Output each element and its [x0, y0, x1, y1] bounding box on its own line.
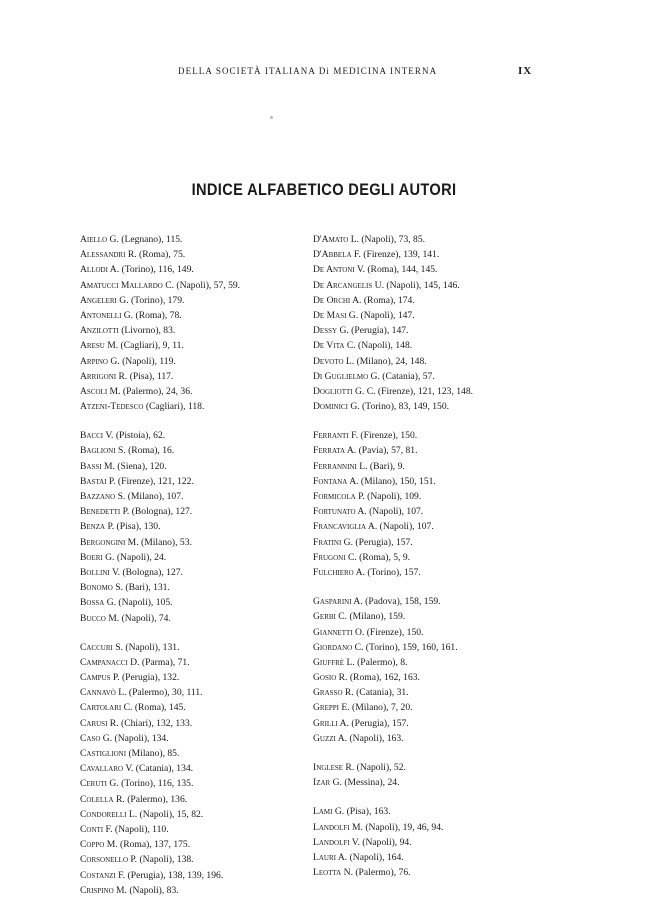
index-entry [80, 595, 320, 610]
author-name: Bonomo S. [80, 582, 123, 594]
index-entry [313, 731, 553, 746]
author-name: Angeleri G. [80, 294, 129, 306]
author-name: De Masi G. [313, 309, 359, 321]
author-location-pages: (Napoli), 131. [122, 641, 180, 653]
index-entry [80, 399, 320, 414]
author-name: Costanzi F. [80, 869, 126, 881]
author-name: Ascoli M. [80, 385, 121, 397]
index-entry [80, 384, 320, 399]
author-location-pages: (Napoli), 15, 82. [137, 808, 204, 820]
index-entry [80, 550, 320, 565]
index-letter-group [80, 640, 320, 898]
index-entry [313, 519, 553, 534]
index-entry [80, 792, 320, 807]
author-location-pages: (Torino), 116, 135. [118, 778, 194, 790]
author-location-pages: (Napoli), 83. [126, 884, 179, 896]
author-name: Ferrata A. [313, 445, 357, 457]
index-entry [80, 761, 320, 776]
author-name: Lauri A. [313, 851, 348, 863]
author-name: Atzeni-Tedesco [80, 401, 144, 413]
author-location-pages: (Bologna), 127. [129, 506, 193, 518]
author-location-pages: (Napoli), 19, 46, 94. [362, 821, 444, 833]
index-letter-group [313, 804, 553, 880]
author-location-pages: (Perugia), 138, 139, 196. [125, 869, 224, 881]
author-name: Campus P. [80, 672, 120, 684]
index-letter-group [80, 232, 320, 414]
author-name: Campanacci D. [80, 656, 140, 668]
index-entry [80, 807, 320, 822]
author-name: Bacci V. [80, 430, 114, 442]
index-entry [80, 369, 320, 384]
index-entry [313, 550, 553, 565]
index-entry [313, 625, 553, 640]
author-name: Bazzano S. [80, 491, 126, 502]
index-entry [80, 308, 320, 323]
author-name: De Vita C. [313, 340, 356, 352]
index-letter-group [313, 760, 553, 790]
author-location-pages: (Napoli), 73, 85. [358, 234, 426, 245]
author-location-pages: (Parma), 71. [139, 656, 190, 668]
author-location-pages: (Torino), 159, 160, 161. [363, 641, 458, 653]
index-entry [80, 837, 320, 852]
author-name: Carusi R. [80, 717, 119, 729]
index-entry [313, 685, 553, 700]
index-entry [80, 868, 320, 883]
author-name: Arrigoni R. [80, 370, 128, 382]
author-name: Arpino G. [80, 355, 120, 367]
author-location-pages: (Palermo), 24, 36. [120, 385, 193, 397]
author-name: Allodi A. [80, 264, 120, 276]
author-location-pages: (Napoli), 52. [354, 762, 406, 773]
index-column-right [313, 232, 553, 894]
index-column-left [80, 232, 320, 912]
author-location-pages: (Napoli), 134. [112, 732, 169, 744]
author-location-pages: (Torino), 83, 149, 150. [359, 401, 450, 413]
author-name: De Orchi A. [313, 294, 362, 306]
index-entry [313, 384, 553, 399]
author-location-pages: (Firenze), 121, 123, 148. [375, 385, 474, 397]
index-entry [313, 443, 553, 458]
author-name: Grilli A. [313, 717, 350, 729]
author-name: Cannavò L. [80, 687, 127, 699]
author-name: Fortunato A. [313, 506, 367, 518]
author-name: Giuffrè L. [313, 656, 355, 668]
index-entry [313, 489, 553, 504]
index-entry [80, 428, 320, 443]
author-name: D'Amato L. [313, 234, 359, 245]
index-entry [313, 850, 553, 865]
author-name: Gasparini A. [313, 596, 363, 608]
index-entry [313, 640, 553, 655]
index-entry [313, 700, 553, 715]
author-location-pages: (Torino), 157. [364, 566, 421, 578]
index-entry [80, 746, 320, 761]
index-entry [80, 580, 320, 595]
author-location-pages: (Napoli), 24. [114, 551, 167, 563]
author-location-pages: (Roma), 137, 175. [117, 839, 191, 851]
index-entry [80, 338, 320, 353]
author-name: Leotta N. [313, 867, 353, 879]
author-name: D'Abbela F. [313, 249, 361, 261]
author-location-pages: (Milano), 53. [138, 536, 192, 548]
author-name: Amatucci Mallardo C. [80, 279, 174, 291]
author-name: Alessandri R. [80, 249, 137, 261]
author-location-pages: (Cagliari), 118. [143, 401, 205, 413]
index-entry [313, 804, 553, 819]
index-entry [313, 323, 553, 338]
author-name: Fulchiero A. [313, 566, 365, 578]
author-location-pages: (Roma), 75. [136, 249, 186, 261]
index-entry [80, 504, 320, 519]
author-location-pages: (Palermo), 76. [352, 867, 411, 879]
author-location-pages: (Perugia), 157. [349, 717, 409, 729]
index-entry [313, 535, 553, 550]
author-name: Anzilotti [80, 325, 119, 337]
author-name: Greppi E. [313, 702, 350, 714]
index-entry [80, 565, 320, 580]
author-name: Bassi M. [80, 460, 115, 472]
author-name: Frugoni C. [313, 551, 357, 563]
author-location-pages: (Napoli), 163. [347, 732, 404, 744]
index-entry [313, 354, 553, 369]
author-location-pages: (Napoli), 74. [119, 612, 171, 624]
author-location-pages: (Palermo), 8. [354, 656, 408, 668]
author-location-pages: (Siena), 120. [114, 460, 167, 472]
index-letter-group [313, 232, 553, 414]
author-location-pages: (Roma), 144, 145. [364, 264, 438, 276]
author-name: Fontana A. [313, 475, 359, 487]
author-location-pages: (Napoli), 147. [358, 309, 415, 321]
index-letter-group [80, 428, 320, 625]
index-entry [80, 323, 320, 338]
index-entry [313, 399, 553, 414]
author-name: Lami G. [313, 806, 345, 818]
author-location-pages: (Palermo), 136. [124, 793, 188, 805]
index-entry [80, 247, 320, 262]
index-entry [80, 535, 320, 550]
author-name: Giannetti O. [313, 626, 365, 638]
author-name: Coppo M. [80, 839, 118, 851]
author-location-pages: (Firenze), 139, 141. [360, 249, 440, 261]
index-entry [313, 820, 553, 835]
author-location-pages: (Legnano), 115. [118, 234, 183, 245]
index-entry [313, 308, 553, 323]
index-entry [80, 700, 320, 715]
author-name: Francaviglia A. [313, 521, 378, 533]
index-entry [313, 609, 553, 624]
author-name: Benza P. [80, 521, 115, 533]
author-name: Corsonello P. [80, 854, 138, 866]
index-letter-group [313, 594, 553, 746]
author-location-pages: (Firenze), 150. [358, 430, 418, 442]
author-location-pages: (Padova), 158, 159. [362, 596, 441, 608]
index-entry [313, 293, 553, 308]
index-entry [313, 369, 553, 384]
index-entry [80, 519, 320, 534]
author-location-pages: (Napoli), 107. [377, 521, 434, 533]
author-name: Cavallaro V. [80, 763, 134, 775]
author-location-pages: (Perugia), 157. [353, 536, 413, 548]
author-location-pages: (Napoli), 94. [359, 836, 412, 848]
author-name: Benedetti P. [80, 506, 130, 518]
author-location-pages: (Napoli), 110. [112, 823, 169, 835]
author-location-pages: (Messina), 24. [341, 777, 400, 789]
page-number: IX [518, 65, 533, 77]
index-entry [80, 459, 320, 474]
author-location-pages: (Firenze), 150. [364, 626, 424, 638]
author-location-pages: (Milano), 7, 20. [349, 702, 413, 714]
index-entry [80, 640, 320, 655]
author-location-pages: (Roma), 5, 9. [356, 551, 411, 563]
index-entry [313, 232, 553, 247]
index-entry [313, 338, 553, 353]
index-entry [313, 278, 553, 293]
author-name: Ferrannini L. [313, 460, 368, 472]
index-entry [313, 474, 553, 489]
author-name: Caccuri S. [80, 641, 123, 653]
index-entry [313, 565, 553, 580]
author-location-pages: (Napoli), 164. [347, 851, 404, 863]
author-name: Castiglioni [80, 748, 127, 759]
author-name: Ferranti F. [313, 430, 359, 442]
index-entry [80, 776, 320, 791]
author-name: Landolfi V. [313, 836, 360, 848]
index-entry [313, 775, 553, 790]
author-location-pages: (Milano), 107. [125, 491, 184, 502]
index-entry [80, 852, 320, 867]
author-name: Formicola P. [313, 491, 365, 502]
author-location-pages: (Napoli), 57, 59. [174, 279, 241, 291]
index-entry [80, 278, 320, 293]
author-name: Bucco M. [80, 612, 120, 624]
author-name: Giordano C. [313, 641, 364, 653]
author-location-pages: (Firenze), 121, 122. [115, 475, 194, 487]
index-entry [313, 594, 553, 609]
author-location-pages: (Napoli), 107. [366, 506, 424, 518]
running-title: DELLA SOCIETÀ ITALIANA Di MEDICINA INTERNA [178, 66, 438, 76]
index-entry [80, 822, 320, 837]
author-name: Conti F. [80, 823, 113, 835]
author-name: Gerbi C. [313, 611, 348, 623]
index-entry [80, 232, 320, 247]
author-name: Condorelli L. [80, 808, 138, 820]
author-name: Aiello G. [80, 234, 119, 245]
author-name: Di Guglielmo G. [313, 370, 380, 382]
author-location-pages: (Roma), 174. [361, 294, 415, 306]
author-location-pages: (Napoli), 138. [137, 854, 194, 866]
index-entry [80, 655, 320, 670]
author-location-pages: (Perugia), 147. [348, 325, 409, 337]
index-entry [80, 670, 320, 685]
author-location-pages: (Roma), 145. [132, 702, 186, 714]
author-name: Caso G. [80, 732, 113, 744]
author-name: Dogliotti G. C. [313, 385, 376, 397]
author-name: Colella R. [80, 793, 125, 805]
author-name: Cartolari C. [80, 702, 133, 714]
index-entry [80, 293, 320, 308]
author-location-pages: (Bari), 9. [367, 460, 405, 472]
author-location-pages: (Roma), 162, 163. [347, 672, 420, 684]
ink-speck [270, 116, 273, 119]
index-entry [80, 474, 320, 489]
author-name: Dessy G. [313, 325, 349, 337]
author-location-pages: (Livorno), 83. [118, 325, 176, 337]
author-location-pages: (Chiari), 132, 133. [118, 717, 193, 729]
author-location-pages: (Catania), 57. [379, 370, 435, 382]
index-entry [313, 670, 553, 685]
index-letter-group [313, 428, 553, 580]
index-entry [313, 716, 553, 731]
author-name: De Antoni V. [313, 264, 365, 276]
index-entry [313, 262, 553, 277]
index-entry [80, 883, 320, 898]
author-location-pages: (Napoli), 148. [355, 340, 413, 352]
author-name: Boeri G. [80, 551, 115, 563]
author-location-pages: (Torino), 179. [128, 294, 185, 306]
author-location-pages: (Cagliari), 9, 11. [118, 340, 184, 352]
index-entry [313, 428, 553, 443]
index-entry [80, 354, 320, 369]
author-name: Izar G. [313, 777, 342, 789]
running-head [0, 66, 648, 82]
author-name: Dominici G. [313, 401, 360, 413]
author-location-pages: (Pavia), 57, 81. [356, 445, 418, 457]
author-location-pages: (Torino), 116, 149. [119, 264, 194, 276]
index-entry [313, 655, 553, 670]
author-location-pages: (Pisa), 117. [127, 370, 174, 382]
author-location-pages: (Milano), 159. [347, 611, 406, 623]
author-location-pages: (Palermo), 30, 111. [126, 687, 203, 699]
index-entry [313, 760, 553, 775]
index-title: INDICE ALFABETICO DEGLI AUTORI [191, 180, 457, 199]
author-name: Landolfi M. [313, 821, 363, 833]
index-entry [313, 247, 553, 262]
index-entry [80, 731, 320, 746]
author-name: Ceruti G. [80, 778, 119, 790]
author-location-pages: (Milano), 85. [126, 748, 180, 759]
author-location-pages: (Bologna), 127. [120, 566, 183, 578]
index-entry [313, 504, 553, 519]
index-entry [313, 865, 553, 880]
author-location-pages: (Pistoia), 62. [113, 430, 166, 442]
author-location-pages: (Napoli), 119. [119, 355, 176, 367]
author-location-pages: (Milano), 24, 148. [354, 355, 427, 367]
author-name: Antonelli G. [80, 309, 134, 321]
author-location-pages: (Perugia), 132. [119, 672, 180, 684]
index-entry [80, 716, 320, 731]
author-name: Bollini V. [80, 566, 121, 578]
author-name: Crispino M. [80, 884, 127, 896]
author-location-pages: (Pisa), 130. [114, 521, 161, 533]
author-name: Gosio R. [313, 672, 348, 684]
index-entry [80, 611, 320, 626]
author-location-pages: (Roma), 78. [133, 309, 182, 321]
author-name: De Arcangelis U. [313, 279, 385, 291]
author-location-pages: (Pisa), 163. [344, 806, 391, 818]
author-name: Bergongini M. [80, 536, 139, 548]
author-name: Inglese R. [313, 762, 355, 773]
author-location-pages: (Bari), 131. [122, 582, 170, 594]
author-name: Devoto L. [313, 355, 355, 367]
index-entry [313, 835, 553, 850]
index-entry [80, 489, 320, 504]
author-location-pages: (Napoli), 105. [116, 597, 173, 609]
author-name: Baglioni S. [80, 445, 126, 457]
author-name: Aresu M. [80, 340, 119, 352]
author-location-pages: (Milano), 150, 151. [358, 475, 436, 487]
author-location-pages: (Napoli), 109. [364, 491, 422, 502]
author-location-pages: (Catania), 31. [353, 687, 409, 699]
author-location-pages: (Napoli), 145, 146. [384, 279, 460, 291]
author-location-pages: (Roma), 16. [125, 445, 175, 457]
author-name: Bossa G. [80, 597, 117, 609]
index-entry [80, 443, 320, 458]
author-name: Grasso R. [313, 687, 354, 699]
author-location-pages: (Catania), 134. [133, 763, 194, 775]
index-entry [313, 459, 553, 474]
author-name: Fratini G. [313, 536, 354, 548]
author-name: Bastai P. [80, 475, 116, 487]
index-entry [80, 685, 320, 700]
author-name: Guzzi A. [313, 732, 348, 744]
index-entry [80, 262, 320, 277]
